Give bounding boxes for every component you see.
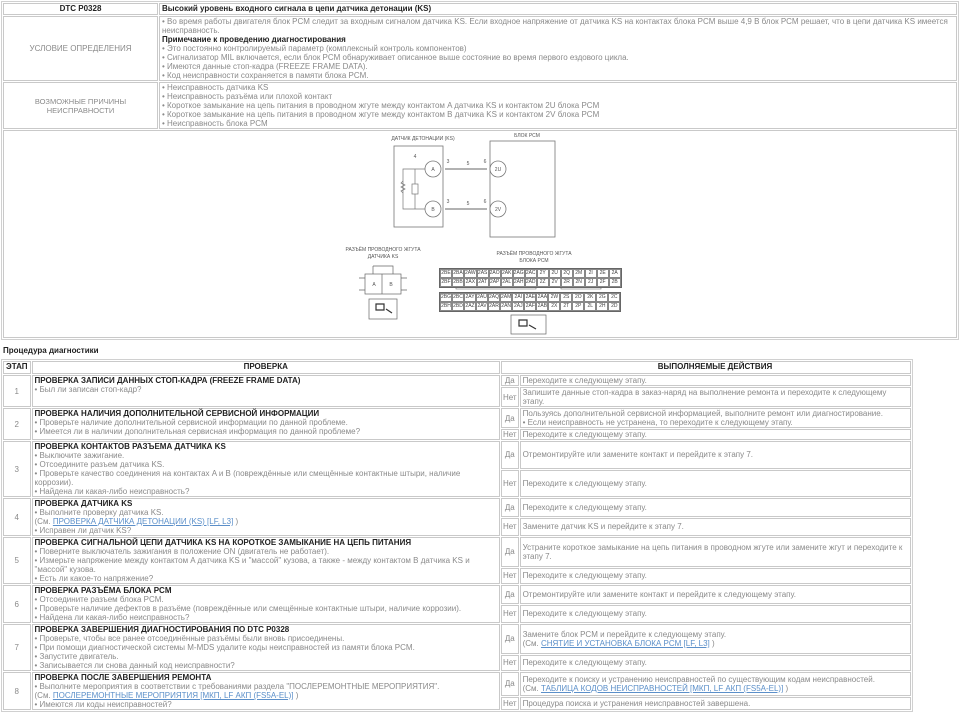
pin-cell: 2AH xyxy=(513,279,524,285)
text-line: Устраните короткое замыкание на цепь питания в проводном жгуте или замените жгут и переходите к этапу 7. xyxy=(522,542,903,561)
pin-cell: 2BE xyxy=(441,270,451,276)
grid-row xyxy=(440,302,620,311)
step-title: ПРОВЕРКА ЗАВЕРШЕНИЯ ДИАГНОСТИРОВАНИЯ ПО DTC P0328 xyxy=(34,625,290,634)
text-line: Замените блок PCM и перейдите к следующему этапу. xyxy=(522,629,727,639)
step-row xyxy=(3,585,911,604)
text-line: • Выполните мероприятия в соответствии с требованиями раздела "ПОСЛЕРЕМОНТНЫЕ МЕРОПРИЯТИЯ". xyxy=(34,682,440,691)
step-title: ПРОВЕРКА СИГНАЛЬНОЙ ЦЕПИ ДАТЧИКА KS НА КОРОТКОЕ ЗАМЫКАНИЕ НА ЦЕПЬ ПИТАНИЯ xyxy=(34,538,412,547)
text-line: • Был ли записан стоп-кадр? xyxy=(34,385,142,394)
grid-row xyxy=(440,269,621,278)
pin-cell: 2T xyxy=(560,302,572,311)
sensor-label: ДАТЧИК ДЕТОНАЦИИ (KS) xyxy=(391,136,455,142)
step-row xyxy=(3,498,911,517)
bullet-line: • Короткое замыкание на цепь питания в проводном жгуте между контактом B датчика KS и контактом 2V блока PCM xyxy=(162,110,600,119)
pin-cell: 2M xyxy=(573,269,585,278)
connector-view-icon xyxy=(369,299,397,319)
text-line: Переходите к следующему этапу. xyxy=(522,658,647,668)
ks-conn-pin-a: A xyxy=(372,282,376,288)
pcm-label: БЛОК PCM xyxy=(514,133,540,139)
no-action xyxy=(520,655,911,671)
pin-cell: 2A xyxy=(609,269,621,278)
pin-cell: 2AD xyxy=(525,279,536,285)
text-line: • Имеются ли коды неисправностей? xyxy=(34,700,172,709)
pin-cell: 2B xyxy=(609,278,621,287)
callout-3b: 3 xyxy=(446,199,450,205)
text-line: • Выключите зажигание. xyxy=(34,451,125,460)
text-line: • Найдена ли какая-либо неисправность? xyxy=(34,487,190,496)
pin-cell: 2BF xyxy=(441,279,451,285)
yes-label: Да xyxy=(501,672,519,696)
pin-cell: 2AR xyxy=(489,303,499,309)
dtc-title: Высокий уровень входного сигнала в цепи датчика детонации (KS) xyxy=(159,3,957,15)
pin-cell: 2O xyxy=(572,293,584,302)
pin-cell: 2AY xyxy=(465,294,475,300)
pin-cell: 2Q xyxy=(561,269,573,278)
yes-action xyxy=(520,408,911,428)
text-line: Переходите к следующему этапу. xyxy=(522,571,647,581)
step-row xyxy=(3,624,911,654)
step-number: 3 xyxy=(3,441,31,497)
text-line: • Запустите двигатель. xyxy=(34,652,119,661)
bullet-line: • Неисправность разъёма или плохой контакт xyxy=(162,92,333,101)
ks-connector-shape xyxy=(359,266,407,294)
text-line: Пользуясь дополнительной сервисной информацией, выполните ремонт или диагностирование. xyxy=(522,409,883,418)
pin-2u-label: 2U xyxy=(494,167,502,173)
callout-5b: 5 xyxy=(466,201,470,207)
text-line: Переходите к следующему этапу. xyxy=(522,430,647,439)
text-line: • Проверьте наличие дополнительной сервисной информации по данной проблеме. xyxy=(34,418,348,427)
step-check xyxy=(32,585,500,623)
pin-a-label: A xyxy=(431,167,435,173)
no-label: Нет xyxy=(501,568,519,584)
text-line: • Проверьте качество соединения на контактах A и B (повреждённые или смещённые контактные штыри, наличие коррозии). xyxy=(34,469,461,487)
pin-cell: 2E xyxy=(597,269,609,278)
step-check xyxy=(32,441,500,497)
pin-cell: 2AK xyxy=(501,270,512,276)
text-line: (См. ПРОВЕРКА ДАТЧИКА ДЕТОНАЦИИ (KS) [LF, L3] ) xyxy=(34,517,239,526)
step-row xyxy=(3,537,911,567)
pin-cell: 2W xyxy=(548,293,560,302)
reference-link[interactable]: СНЯТИЕ И УСТАНОВКА БЛОКА PCM [LF, L3] xyxy=(540,638,710,648)
pin-cell: 2AG xyxy=(513,270,524,276)
bullet-line: • Код неисправности сохраняется в памяти блока PCM. xyxy=(162,71,369,80)
yes-action xyxy=(520,441,911,469)
yes-label: Да xyxy=(501,441,519,469)
no-action xyxy=(520,605,911,624)
callout-6b: 6 xyxy=(483,199,487,205)
pin-2v-label: 2V xyxy=(494,207,502,213)
pin-cell: 2BG xyxy=(441,294,452,300)
bullet-line: • Сигнализатор MIL включается, если блок PCM обнаруживает описанное выше состояние во время первого ездового цикла. xyxy=(162,53,629,62)
step-title: ПРОВЕРКА НАЛИЧИЯ ДОПОЛНИТЕЛЬНОЙ СЕРВИСНОЙ ИНФОРМАЦИИ xyxy=(34,409,320,418)
step-check xyxy=(32,498,500,536)
pcm-connector-label: РАЗЪЁМ ПРОВОДНОГО ЖГУТА xyxy=(496,251,572,257)
pin-cell: 2BD xyxy=(453,303,463,309)
yes-action xyxy=(520,624,911,654)
pin-cell: 2AZ xyxy=(465,303,475,309)
pin-cell: 2AF xyxy=(525,303,535,309)
no-action xyxy=(520,697,911,710)
step-row xyxy=(3,408,911,428)
bullet-line: • Неисправность блока PCM xyxy=(162,119,268,128)
pin-cell: 2AV xyxy=(477,303,487,309)
yes-action xyxy=(520,375,911,386)
pin-cell: 2L xyxy=(584,302,596,311)
text-line: • Отсоедините разъем датчика KS. xyxy=(34,460,165,469)
yes-label: Да xyxy=(501,585,519,604)
no-label: Нет xyxy=(502,430,517,439)
text-line: Переходите к поиску и устранению неисправностей по существующим кодам неисправностей. xyxy=(522,674,875,684)
text-line: (См. СНЯТИЕ И УСТАНОВКА БЛОКА PCM [LF, L3] ) xyxy=(522,638,715,648)
step-row xyxy=(3,375,911,386)
pin-cell: 2AS xyxy=(477,270,488,276)
step-check xyxy=(32,375,500,407)
text-line: • При помощи диагностической системы M-MDS удалите коды неисправностей из памяти блока PCM. xyxy=(34,643,415,652)
step-check xyxy=(32,672,500,710)
pin-cell: 2I xyxy=(585,269,597,278)
text-line: • Отсоедините разъем блока PCM. xyxy=(34,595,164,604)
text-line: • Измерьте напряжение между контактом A датчика KS и "массой" кузова, а также - между контактом B датчика KS и "массой" кузова. xyxy=(34,556,470,574)
yes-action xyxy=(520,672,911,696)
wiring-diagram-cell xyxy=(3,130,957,338)
text-line: • Записывается ли снова данный код неисправности? xyxy=(34,661,235,670)
pin-cell: 2AP xyxy=(489,279,500,285)
yes-label: Да xyxy=(501,498,519,517)
text-line: Переходите к следующему этапу. xyxy=(522,478,647,488)
no-label: Нет xyxy=(501,387,519,407)
yes-label: Да xyxy=(501,408,519,428)
text-line: • Проверьте наличие дефектов в разъёме (повреждённые или смещённые контактные штыри, наличие коррозии). xyxy=(34,604,462,613)
text-line: (См. ПОСЛЕРЕМОНТНЫЕ МЕРОПРИЯТИЯ [МКП, LF АКП (FS5A-EL)] ) xyxy=(34,691,299,700)
pin-cell: 2AA xyxy=(537,294,548,300)
yes-label: Да xyxy=(501,375,519,386)
callout-6a: 6 xyxy=(483,159,487,165)
step-number: 8 xyxy=(3,672,31,710)
grid-row xyxy=(440,293,620,302)
text-line: Запишите данные стоп-кадра в заказ-наряд на выполнение ремонта и переходите к следующему этапу. xyxy=(522,388,887,406)
step-number: 6 xyxy=(3,585,31,623)
text-line: • Найдена ли какая-либо неисправность? xyxy=(34,613,190,622)
text-line: • Есть ли какое-то напряжение? xyxy=(34,574,154,583)
no-label: Нет xyxy=(501,470,519,498)
no-label: Нет xyxy=(501,655,519,671)
text-line: • Имеется ли в наличии дополнительная сервисная информация по данной проблеме? xyxy=(34,427,361,436)
text-line: • Исправен ли датчик KS? xyxy=(34,526,132,535)
pcm-connector-label-2: БЛОКА PCM xyxy=(519,258,549,264)
pin-cell: 2BA xyxy=(453,270,463,276)
bullet-line: • Это постоянно контролируемый параметр (комплексный контроль компонентов) xyxy=(162,44,467,53)
pin-cell: 2Z xyxy=(537,278,549,287)
pcm-box xyxy=(490,141,555,237)
step-check xyxy=(32,408,500,440)
text-line: (См. ТАБЛИЦА КОДОВ НЕИСПРАВНОСТЕЙ [МКП, LF АКП (FS5A-EL)] ) xyxy=(522,683,789,693)
text-line: • Поверните выключатель зажигания в положение ON (двигатель не работает). xyxy=(34,547,330,556)
pin-cell: 2AI xyxy=(512,293,524,302)
step-number: 4 xyxy=(3,498,31,536)
no-action xyxy=(520,387,911,407)
reference-link[interactable]: ПОСЛЕРЕМОНТНЫЕ МЕРОПРИЯТИЯ [МКП, LF АКП (FS5A-EL)] xyxy=(52,691,294,700)
text-line: Процедура поиска и устранения неисправностей завершена. xyxy=(522,698,751,708)
step-number: 5 xyxy=(3,537,31,584)
text-line: Переходите к следующему этапу. xyxy=(522,609,647,619)
pin-cell: 2V xyxy=(549,278,561,287)
yes-label: Да xyxy=(501,537,519,567)
no-label: Нет xyxy=(501,697,519,710)
step-row xyxy=(3,441,911,469)
pin-cell: 2AO xyxy=(489,270,500,276)
header-actions: ВЫПОЛНЯЕМЫЕ ДЕЙСТВИЯ xyxy=(501,361,911,374)
pin-cell: 2AQ xyxy=(489,294,500,300)
step-title: ПРОВЕРКА ЗАПИСИ ДАННЫХ СТОП-КАДРА (FREEZE FRAME DATA) xyxy=(34,376,301,385)
dtc-code: DTC P0328 xyxy=(3,3,158,15)
step-title: ПРОВЕРКА РАЗЪЁМА БЛОКА PCM xyxy=(34,586,172,595)
pin-cell: 2AU xyxy=(477,294,487,300)
text-line: Отремонтируйте или замените контакт и перейдите к этапу 7. xyxy=(522,450,754,460)
pin-b-label: B xyxy=(431,207,435,213)
step-check xyxy=(32,537,500,584)
bullet-line: • Во время работы двигателя блок PCM следит за входным сигналом датчика KS. Если входное напряжение от датчика KS на контактах блока PCM выше 4,9 В блок PCM решает, что в цепи датчика KS имеется неисправность. xyxy=(162,17,948,35)
bullet-line: • Имеются данные стоп-кадра (FREEZE FRAME DATA). xyxy=(162,62,368,71)
pin-cell: 2H xyxy=(596,302,608,311)
pin-cell: 2F xyxy=(597,278,609,287)
step-number: 2 xyxy=(3,408,31,440)
pin-cell: 2BH xyxy=(441,303,451,309)
bullet-line: • Неисправность датчика KS xyxy=(162,83,269,92)
pin-cell: 2U xyxy=(549,269,561,278)
pin-cell: 2AM xyxy=(501,294,512,300)
pcm-connector-grid-lower xyxy=(439,292,621,312)
text-line: • Если неисправность не устранена, то переходите к следующему этапу. xyxy=(522,418,793,427)
pin-cell: 2C xyxy=(608,293,620,302)
ks-connector-label: РАЗЪЁМ ПРОВОДНОГО ЖГУТА xyxy=(345,247,421,253)
dtc-info-table xyxy=(1,1,959,340)
callout-3a: 3 xyxy=(446,159,450,165)
pin-cell: 2AB xyxy=(537,303,548,309)
yes-label: Да xyxy=(501,624,519,654)
pin-cell: 2D xyxy=(608,302,620,311)
grid-row xyxy=(440,278,621,287)
text-line: • Выполните проверку датчика KS. xyxy=(34,508,164,517)
pin-cell: 2AC xyxy=(525,270,536,276)
sensor-internal-circuit xyxy=(401,169,425,209)
header-check: ПРОВЕРКА xyxy=(32,361,500,374)
step-row xyxy=(3,672,911,696)
step-check xyxy=(32,624,500,671)
header-step: ЭТАП xyxy=(3,361,31,374)
condition-content xyxy=(159,16,957,81)
no-label: Нет xyxy=(501,605,519,624)
no-action xyxy=(520,568,911,584)
pin-cell: 2AJ xyxy=(514,303,523,309)
step-title: ПРОВЕРКА КОНТАКТОВ РАЗЪЕМА ДАТЧИКА KS xyxy=(34,442,226,451)
pin-cell: 2AX xyxy=(465,279,476,285)
pcm-connector-view-icon xyxy=(511,315,546,334)
yes-action xyxy=(520,585,911,604)
pin-cell: 2N xyxy=(573,278,585,287)
pin-cell: 2AE xyxy=(525,294,536,300)
text-line: Переходите к следующему этапу. xyxy=(522,502,647,512)
ks-conn-pin-b: B xyxy=(389,282,393,288)
causes-content xyxy=(159,82,957,129)
pin-cell: 2J xyxy=(585,278,597,287)
pin-cell: 2AL xyxy=(502,279,512,285)
text-line: Переходите к следующему этапу. xyxy=(522,376,647,385)
step-number: 7 xyxy=(3,624,31,671)
pin-cell: 2BC xyxy=(453,294,463,300)
no-action xyxy=(520,518,911,537)
no-action xyxy=(520,470,911,498)
callout-5a: 5 xyxy=(466,161,470,167)
no-action xyxy=(520,429,911,440)
step-title: ПРОВЕРКА ДАТЧИКА KS xyxy=(34,499,133,508)
procedure-title: Процедура диагностики xyxy=(3,346,99,355)
text-line: • Проверьте, чтобы все ранее отсоединённые разъёмы были вновь присоединены. xyxy=(34,634,345,643)
pin-cell: 2AT xyxy=(478,279,488,285)
no-label: Нет xyxy=(501,518,519,537)
yes-action xyxy=(520,498,911,517)
yes-action xyxy=(520,537,911,567)
pin-cell: 2Y xyxy=(537,269,549,278)
condition-label: УСЛОВИЕ ОПРЕДЕЛЕНИЯ xyxy=(3,16,158,81)
bullet-line: • Короткое замыкание на цепь питания в проводном жгуте между контактом A датчика KS и контактом 2U блока PCM xyxy=(162,101,600,110)
diagnostic-procedure-table xyxy=(1,359,913,712)
pin-cell: 2P xyxy=(572,302,584,311)
note-title: Примечание к проведению диагностирования xyxy=(162,35,346,44)
pin-cell: 2AW xyxy=(465,270,476,276)
pin-cell: 2S xyxy=(560,293,572,302)
pin-cell: 2K xyxy=(584,293,596,302)
callout-4: 4 xyxy=(413,154,417,160)
reference-link[interactable]: ПРОВЕРКА ДАТЧИКА ДЕТОНАЦИИ (KS) [LF, L3] xyxy=(52,517,234,526)
step-number: 1 xyxy=(3,375,31,407)
pcm-connector-grid-upper xyxy=(439,268,622,288)
text-line: Отремонтируйте или замените контакт и перейдите к следующему этапу. xyxy=(522,589,796,599)
ks-connector-label-2: ДАТЧИКА KS xyxy=(367,254,399,260)
reference-link[interactable]: ТАБЛИЦА КОДОВ НЕИСПРАВНОСТЕЙ [МКП, LF АКП (FS5A-EL)] xyxy=(540,683,784,693)
pin-cell: 2R xyxy=(561,278,573,287)
pin-cell: 2X xyxy=(548,302,560,311)
causes-label: ВОЗМОЖНЫЕ ПРИЧИНЫ НЕИСПРАВНОСТИ xyxy=(3,82,158,129)
text-line: Замените датчик KS и перейдите к этапу 7. xyxy=(522,522,684,532)
pin-cell: 2BB xyxy=(453,279,463,285)
pin-cell: 2G xyxy=(596,293,608,302)
pin-cell: 2AN xyxy=(501,303,512,309)
step-title: ПРОВЕРКА ПОСЛЕ ЗАВЕРШЕНИЯ РЕМОНТА xyxy=(34,673,212,682)
